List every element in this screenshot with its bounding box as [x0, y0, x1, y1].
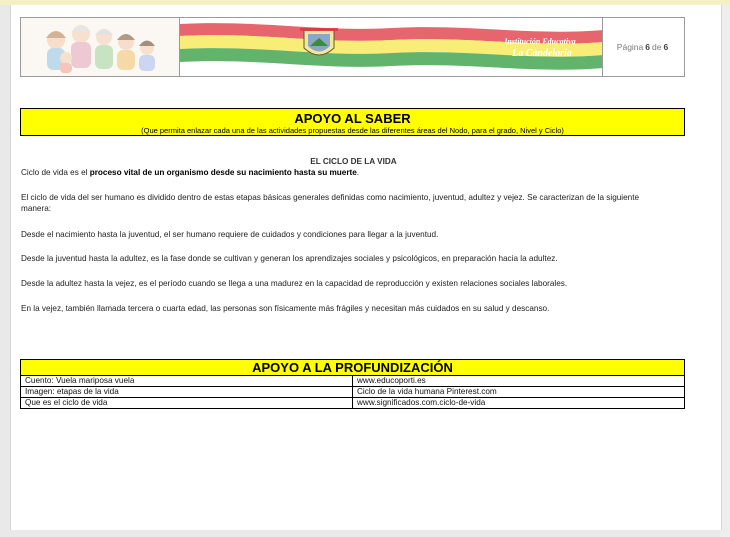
table-row	[21, 376, 685, 387]
references-table	[20, 375, 685, 409]
table-row	[21, 387, 685, 398]
institution-name-line1: Institución Educativa	[504, 37, 576, 46]
family-illustration	[21, 18, 180, 76]
profundizacion-banner	[20, 359, 685, 376]
reference-source[interactable]: Ciclo de la vida humana Pinterest.com	[353, 387, 685, 398]
table-row	[21, 398, 685, 409]
paragraph-old-age: En la vejez, también llamada tercera o cuarta edad, las personas son físicamente más frágiles y necesitan más cuidados en su salud y descanso.	[21, 304, 550, 313]
p1-bold: proceso vital de un organismo desde su nacimiento hasta su muerte	[89, 168, 357, 177]
p1-start: Ciclo de vida es el	[21, 168, 90, 177]
reference-name: Que es el ciclo de vida	[21, 398, 353, 409]
paragraph-stages: El ciclo de vida del ser humano es dividido dentro de estas etapas básicas generales definidas como nacimiento, juventud, adultez y vejez. Se caracterizan de la siguiente manera:	[21, 193, 640, 213]
reference-name: Imagen: etapas de la vida	[21, 387, 353, 398]
page-header	[20, 17, 685, 77]
reference-source[interactable]: www.significados.com.ciclo-de-vida	[353, 398, 685, 409]
paragraph-birth-youth: Desde el nacimiento hasta la juventud, el ser humano requiere de cuidados y condiciones para llegar a la juventud.	[21, 230, 439, 239]
page-total: 6	[663, 42, 669, 52]
saber-banner	[20, 108, 685, 136]
page-current: 6	[645, 42, 650, 52]
reference-name: Cuento: Vuela mariposa vuela	[21, 376, 353, 387]
family-image	[21, 18, 179, 76]
profundizacion-title: APOYO A LA PROFUNDIZACIÓN	[252, 360, 453, 375]
flag-banner	[180, 18, 603, 76]
page-of: de	[652, 42, 662, 52]
page-number	[603, 18, 684, 76]
p1-end: .	[356, 168, 360, 177]
paragraph-definition	[21, 167, 686, 178]
document-page	[10, 5, 722, 530]
reference-source[interactable]: www.educoporti.es	[353, 376, 685, 387]
section-heading: EL CICLO DE LA VIDA	[310, 157, 397, 166]
paragraph-adult-old: Desde la adultez hasta la vejez, es el período cuando se llega a una madurez en la capacidad de reproducción y existen relaciones sociales laborales.	[21, 279, 568, 288]
paragraph-youth-adult: Desde la juventud hasta la adultez, es la fase donde se cultivan y generan los aprendizajes sociales y psicológicos, en preparación hacia la adultez.	[21, 254, 558, 263]
saber-title: APOYO AL SABER	[294, 111, 411, 126]
institution-banner	[180, 18, 603, 76]
saber-subtitle: (Que permita enlazar cada una de las actividades propuestas desde las diferentes áreas del Nodo, para el grado, Nivel y Ciclo)	[141, 126, 564, 135]
page-label: Página	[616, 42, 644, 52]
institution-name-line2: La Candelaria	[512, 48, 572, 59]
